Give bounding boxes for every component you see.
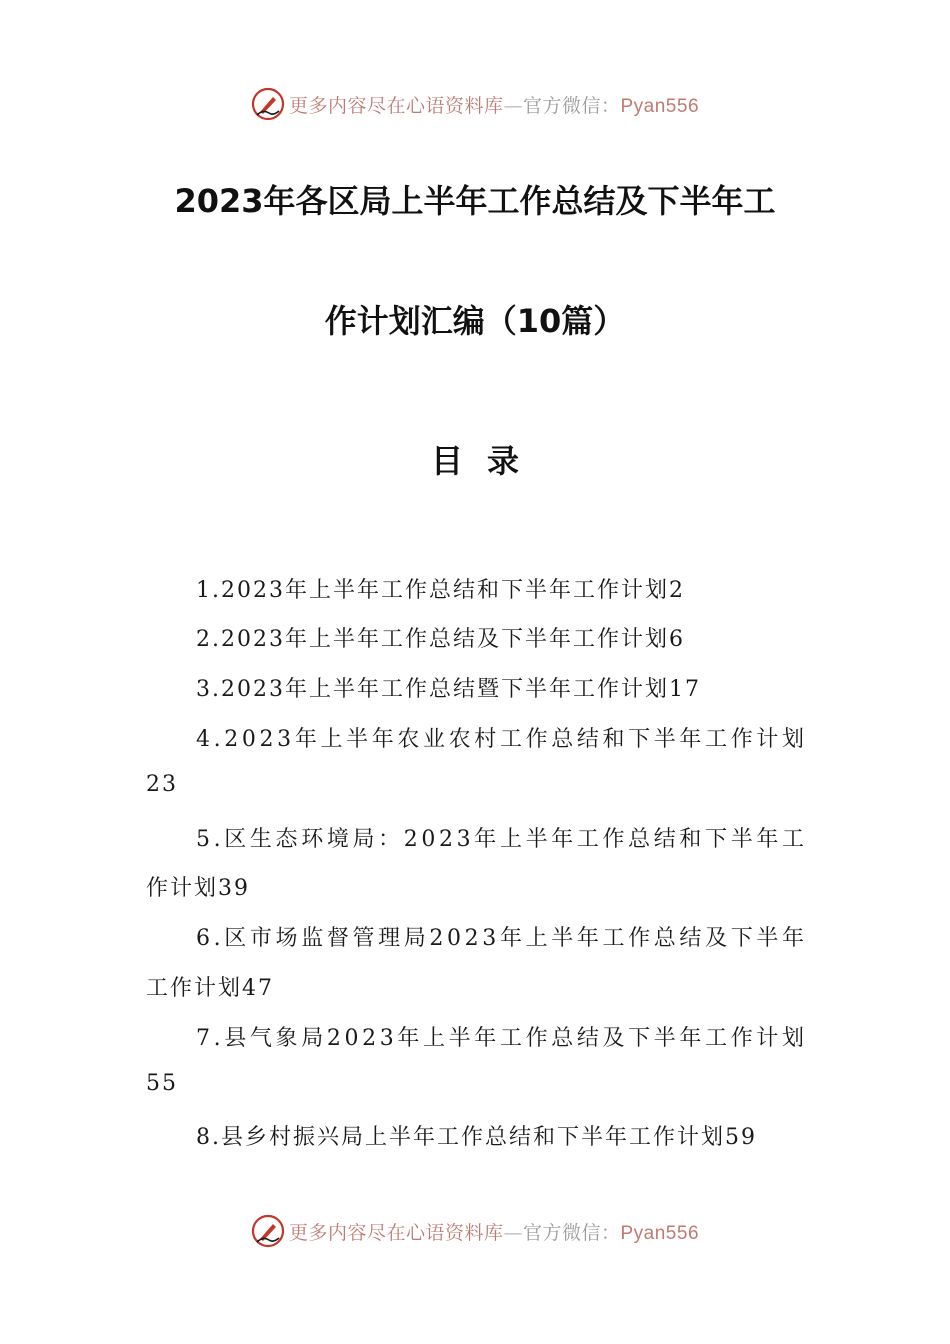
toc-item-4-continued[interactable]: 23	[146, 772, 178, 797]
toc-heading: 目录	[430, 442, 543, 480]
toc-item-6[interactable]: 6.区市场监督管理局2023年上半年工作总结及下半年	[196, 926, 808, 951]
document-title-line-2: 作计划汇编（10篇）	[324, 302, 626, 340]
toc-item-7[interactable]: 7.县气象局2023年上半年工作总结及下半年工作计划	[196, 1026, 808, 1051]
toc-item-5-continued[interactable]: 作计划39	[146, 876, 250, 901]
pen-logo-icon	[251, 1214, 285, 1248]
toc-item-3[interactable]: 3.2023年上半年工作总结暨下半年工作计划17	[196, 677, 701, 702]
pen-logo-icon	[251, 87, 285, 121]
watermark-text: 更多内容尽在心语资料库—官方微信：Pyan556	[288, 94, 700, 117]
document-title-line-1: 2023年各区局上半年工作总结及下半年工	[174, 182, 776, 220]
toc-item-4[interactable]: 4.2023年上半年农业农村工作总结和下半年工作计划	[196, 727, 808, 752]
toc-item-8[interactable]: 8.县乡村振兴局上半年工作总结和下半年工作计划59	[196, 1125, 757, 1150]
toc-item-6-continued[interactable]: 工作计划47	[146, 976, 274, 1001]
toc-item-1[interactable]: 1.2023年上半年工作总结和下半年工作计划2	[196, 578, 685, 603]
watermark-header	[0, 84, 950, 124]
watermark-text: 更多内容尽在心语资料库—官方微信：Pyan556	[288, 1221, 700, 1244]
toc-item-7-continued[interactable]: 55	[146, 1071, 178, 1096]
toc-item-2[interactable]: 2.2023年上半年工作总结及下半年工作计划6	[196, 627, 685, 652]
toc-item-5[interactable]: 5.区生态环境局：2023年上半年工作总结和下半年工	[196, 827, 808, 852]
watermark-footer	[0, 1211, 950, 1251]
